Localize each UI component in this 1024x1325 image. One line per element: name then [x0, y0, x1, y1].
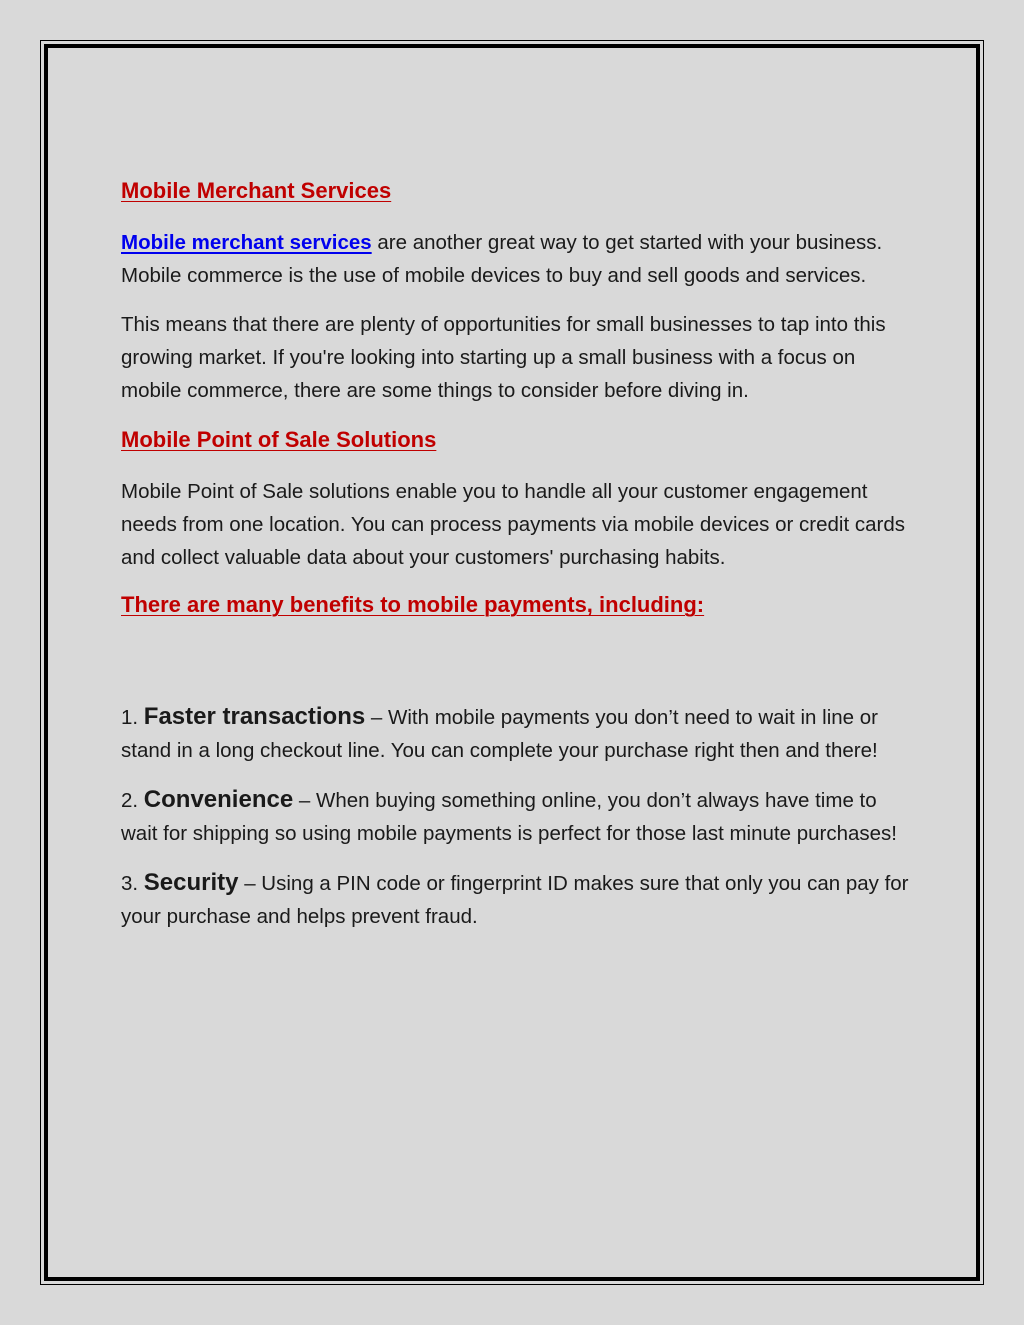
- paragraph-intro-text: are another great way to get started with your business. Mobile commerce is the use of mobile devices to buy and sell goods and services.: [121, 231, 883, 287]
- heading-mobile-merchant-services: Mobile Merchant Services: [121, 178, 392, 203]
- benefit-item: [121, 866, 911, 933]
- benefit-item: [121, 700, 911, 767]
- benefit-text: – Using a PIN code or fingerprint ID makes sure that only you can pay for your purchase and helps prevent fraud.: [121, 872, 909, 928]
- benefit-text: – With mobile payments you don’t need to wait in line or stand in a long checkout line. You can complete your purchase right then and there!: [121, 706, 878, 762]
- benefit-title: Faster transactions: [143, 703, 366, 730]
- benefit-title: Security: [143, 869, 239, 896]
- benefit-number: 1.: [121, 706, 144, 729]
- document-body: [121, 176, 911, 949]
- benefit-number: 2.: [121, 789, 144, 812]
- benefit-text: – When buying something online, you don’t always have time to wait for shipping so using mobile payments is perfect for those last minute purchases!: [121, 789, 897, 845]
- heading-benefits: There are many benefits to mobile payments, including:: [121, 592, 705, 617]
- benefit-number: 3.: [121, 872, 144, 895]
- benefit-item: [121, 783, 911, 850]
- paragraph-intro: [121, 226, 911, 292]
- mobile-merchant-services-link[interactable]: Mobile merchant services: [121, 231, 372, 254]
- paragraph-market: This means that there are plenty of opportunities for small businesses to tap into this growing market. If you're looking into starting up a small business with a focus on mobile commerce, there are some things to consider before diving in.: [121, 313, 886, 402]
- heading-mobile-point-of-sale: Mobile Point of Sale Solutions: [121, 427, 437, 452]
- benefit-title: Convenience: [143, 786, 294, 813]
- paragraph-point-of-sale: Mobile Point of Sale solutions enable you to handle all your customer engagement needs from one location. You can process payments via mobile devices or credit cards and collect valuable data about your customers' purchasing habits.: [121, 480, 905, 569]
